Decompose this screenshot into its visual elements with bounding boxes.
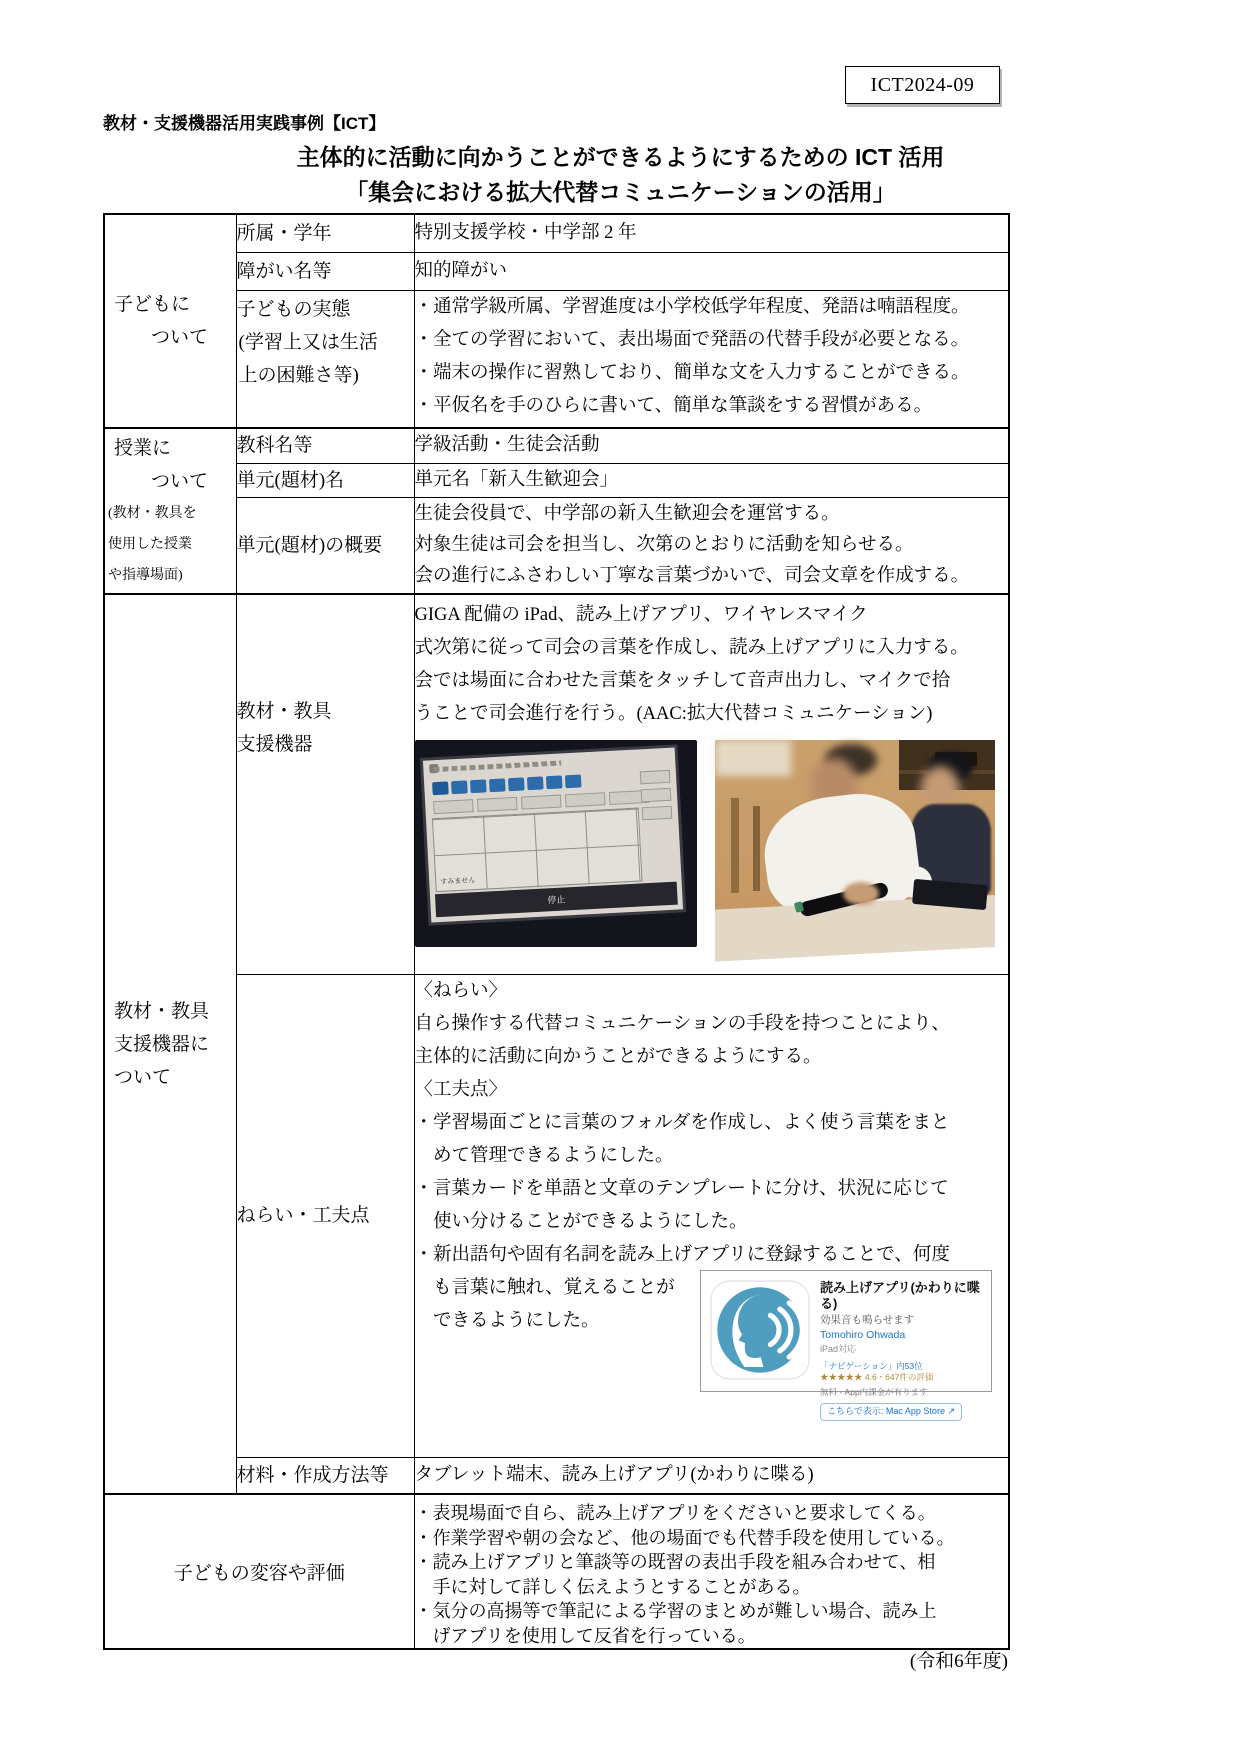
aim-value: 〈ねらい〉 自ら操作する代替コミュニケーションの手段を持つことにより、 主体的に活動に向かうことができるようにする。 〈工夫点〉 ・学習場面ごとに言葉のフォルダを作成し、よく使う言葉をまと めて管理できるようにした。 ・言葉カードを単語と文章のテンプレートに分け、状況に応じて 使い分けることができるようにした。 ・新出語句や固有名詞を読み上げアプリに登録することで、何度 も言葉に触れ、覚えることが できるようにした。 読み上げアプリ(かわりに喋る) 効果音も鳴らせます Tomohiro Ohwada iPad対応 「ナビゲーション」内53位 ★★★★★ 4.6・647件の評価 無料 - App内課金が有ります こちらで表示: Mac App Store ↗ bbox=[414, 974, 1009, 1457]
category-label: 教材・支援機器活用実践事例【ICT】 bbox=[103, 114, 386, 133]
affiliation-value: 特別支援学校・中学部 2 年 bbox=[414, 214, 1009, 252]
tablet-screen bbox=[422, 748, 682, 923]
app-developer: Tomohiro Ohwada bbox=[820, 1329, 906, 1342]
condition-value: ・通常学級所属、学習進度は小学校低学年程度、発語は喃語程度。 ・全ての学習において、表出場面で発語の代替手段が必要となる。 ・端末の操作に習熟しており、簡単な文を入力することができる。 ・平仮名を手のひらに書いて、簡単な筆談をする習慣がある。 bbox=[414, 290, 1009, 428]
affiliation-label: 所属・学年 bbox=[236, 214, 414, 252]
app-price: 無料 - App内課金が有ります bbox=[820, 1386, 928, 1397]
photo-row bbox=[415, 740, 1009, 947]
evaluation-label: 子どもの変容や評価 bbox=[104, 1494, 414, 1649]
condition-label: 子どもの実態 (学習上又は生活 上の困難さ等) bbox=[236, 290, 414, 428]
app-rank: 「ナビゲーション」内53位 bbox=[820, 1360, 923, 1371]
stop-button-bar: 停止 bbox=[434, 882, 677, 918]
disability-value: 知的障がい bbox=[414, 252, 1009, 290]
app-compat: iPad対応 bbox=[820, 1344, 857, 1355]
section-child: 子どもに ついて bbox=[104, 214, 236, 428]
photo-communication-app-screen bbox=[415, 740, 697, 947]
section-materials: 教材・教具 支援機器に ついて bbox=[104, 594, 236, 1494]
method-label: 材料・作成方法等 bbox=[236, 1457, 414, 1494]
input-hint-text bbox=[433, 760, 561, 772]
app-info bbox=[820, 1279, 982, 1417]
window-glare bbox=[715, 740, 791, 776]
unit-outline-label: 単元(題材)の概要 bbox=[236, 497, 414, 594]
app-tagline: 効果音も鳴らせます bbox=[820, 1314, 915, 1326]
tools-value: GIGA 配備の iPad、読み上げアプリ、ワイヤレスマイク 式次第に従って司会の言葉を作成し、読み上げアプリに入力する。 会では場面に合わせた言葉をタッチして音声出力し、マイクで拾 うことで司会進行を行う。(AAC:拡大代替コミュニケーション) すみません 停止 bbox=[414, 594, 1009, 974]
page-subtitle: 「集会における拡大代替コミュニケーションの活用」 bbox=[345, 179, 896, 205]
fiscal-year-note: (令和6年度) bbox=[909, 1651, 1008, 1672]
appstore-card bbox=[700, 1270, 992, 1417]
disability-label: 障がい名等 bbox=[236, 252, 414, 290]
unit-name-value: 単元名「新入生歓迎会」 bbox=[414, 463, 1009, 497]
chair-leg bbox=[753, 806, 760, 891]
method-value: タブレット端末、読み上げアプリ(かわりに喋る) bbox=[414, 1457, 1009, 1494]
app-rating: ★★★★★ 4.6・647件の評価 bbox=[820, 1372, 934, 1383]
tools-label: 教材・教具 支援機器 bbox=[236, 594, 414, 974]
microphone-tip bbox=[793, 901, 803, 913]
subject-label: 教科名等 bbox=[236, 428, 414, 463]
chair-back bbox=[731, 798, 739, 893]
speech-app-icon bbox=[710, 1280, 810, 1380]
subject-value: 学級活動・生徒会活動 bbox=[414, 428, 1009, 463]
app-name: 読み上げアプリ(かわりに喋る) bbox=[820, 1279, 980, 1311]
doc-id-box: ICT2024-09 bbox=[845, 66, 1000, 104]
page-title: 主体的に活動に向かうことができるようにするための ICT 活用 bbox=[296, 144, 945, 170]
unit-name-label: 単元(題材)名 bbox=[236, 463, 414, 497]
section-lesson: 授業に ついて (教材・教具を 使用した授業 や指導場面) bbox=[104, 428, 236, 594]
student1-hand bbox=[843, 882, 879, 905]
photo-students-classroom bbox=[715, 740, 995, 947]
word-card-sample: すみません bbox=[439, 877, 475, 886]
appstore-link: こちらで表示: Mac App Store ↗ bbox=[820, 1403, 962, 1420]
side-buttons bbox=[639, 770, 672, 821]
aim-label: ねらい・工夫点 bbox=[236, 974, 414, 1457]
unit-outline-value: 生徒会役員で、中学部の新入生歓迎会を運営する。 対象生徒は司会を担当し、次第のとおりに活動を知らせる。 会の進行にふさわしい丁寧な言葉づかいで、司会文章を作成する。 bbox=[414, 497, 1009, 594]
app-toolbar-icons bbox=[432, 774, 581, 795]
evaluation-value: ・表現場面で自ら、読み上げアプリをくださいと要求してくる。 ・作業学習や朝の会など、他の場面でも代替手段を使用している。 ・読み上げアプリと筆談等の既習の表出手段を組み合わせて、相 手に対して詳しく伝えようとすることがある。 ・気分の高揚等で筆記による学習のまとめが難しい場合、読み上 げアプリを使用して反省を行っている。 bbox=[414, 1494, 1009, 1649]
practice-case-table bbox=[103, 213, 1010, 1650]
